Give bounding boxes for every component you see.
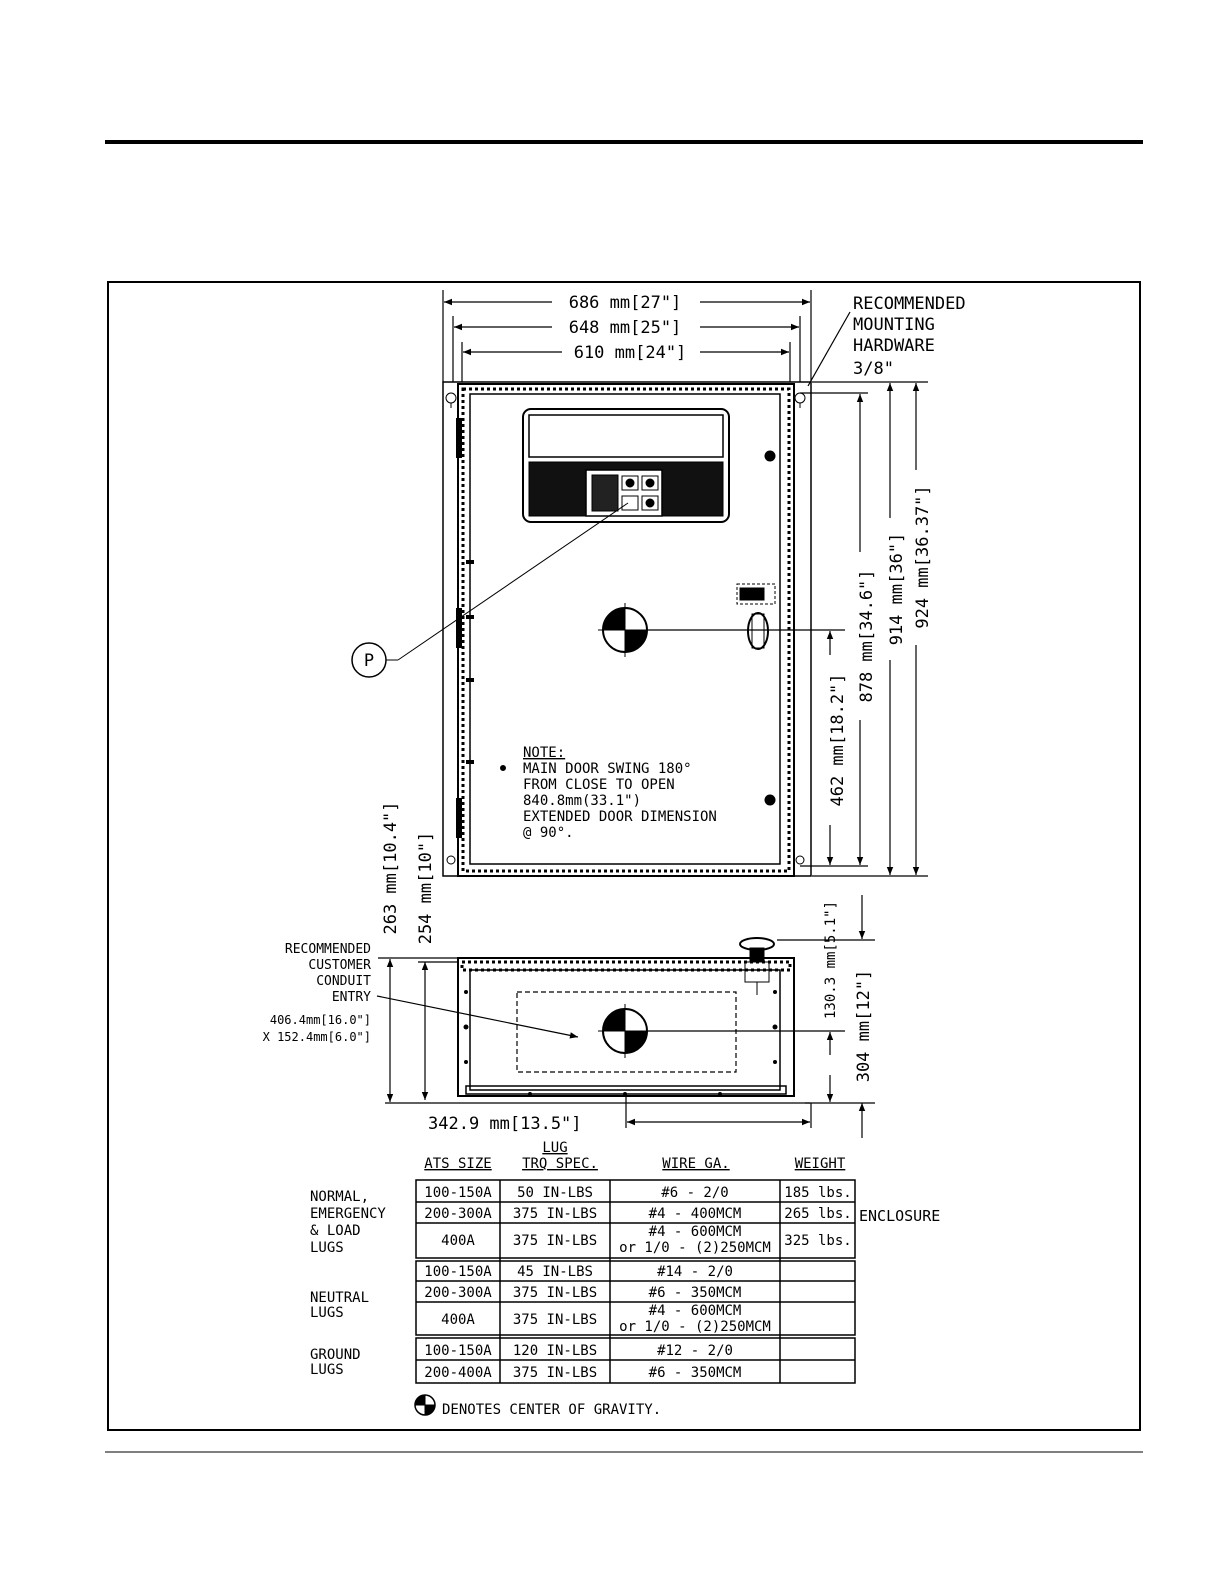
group-label: LUGS (310, 1240, 344, 1256)
conduit-labels (263, 942, 372, 1044)
table-cell: 375 IN-LBS (512, 1365, 598, 1381)
note-line: 840.8mm(33.1") (523, 793, 642, 809)
header-lug: LUG (542, 1140, 568, 1156)
table-cell: #6 - 350MCM (648, 1285, 742, 1301)
dimension-labels (364, 293, 966, 807)
group-label: EMERGENCY (310, 1206, 386, 1222)
table-cell: 375 IN-LBS (512, 1285, 598, 1301)
dim-height-462: 462 mm[18.2"] (828, 673, 848, 807)
table-cell: 100-150A (424, 1343, 492, 1359)
table-cell: 120 IN-LBS (512, 1343, 598, 1359)
table-cell: 200-300A (424, 1285, 492, 1301)
group-label: NEUTRAL (310, 1290, 370, 1306)
group-label: & LOAD (310, 1223, 361, 1239)
note-line: MAIN DOOR SWING 180° (523, 761, 692, 777)
wire-gauge-line: or 1/0 - (2)250MCM (619, 1240, 771, 1256)
table-cell: 100-150A (424, 1264, 492, 1280)
conduit-line: RECOMMENDED (284, 942, 371, 957)
enclosure-label: ENCLOSURE (859, 1207, 941, 1225)
table-cell: 100-150A (424, 1185, 492, 1201)
bottom-dimensions (378, 895, 875, 1138)
table-cell: 375 IN-LBS (512, 1206, 598, 1222)
center-of-gravity-icon (598, 1004, 845, 1058)
callout-p-label: P (363, 651, 375, 671)
dim-height-924: 924 mm[36.37"] (913, 485, 933, 629)
table-cell: 265 lbs. (784, 1206, 852, 1222)
center-of-gravity-icon (415, 1395, 435, 1415)
door-latch-icon (737, 451, 775, 805)
mounting-hardware-line3: HARDWARE (853, 336, 935, 356)
table-cell-wire (619, 1224, 771, 1256)
note-line: EXTENDED DOOR DIMENSION (523, 809, 717, 825)
dim-width-inner: 610 mm[24"] (573, 343, 687, 363)
note-line: FROM CLOSE TO OPEN (523, 777, 675, 793)
legend (415, 1395, 661, 1418)
dim-depth-263: 263 mm[10.4"] (381, 801, 401, 935)
table-cell: 50 IN-LBS (517, 1185, 593, 1201)
note-title: NOTE: (523, 745, 566, 761)
bottom-dimension-labels (381, 801, 874, 1134)
header-ats-size: ATS SIZE (424, 1156, 492, 1172)
center-of-gravity-icon (598, 603, 845, 657)
table-cell-wire (619, 1303, 771, 1335)
table-cell: #6 - 2/0 (661, 1185, 729, 1201)
lug-table (310, 1140, 940, 1383)
conduit-line: CUSTOMER (308, 958, 371, 973)
table-cell: 375 IN-LBS (512, 1233, 598, 1249)
note-line: @ 90°. (523, 825, 574, 841)
header-weight: WEIGHT (794, 1156, 846, 1172)
wire-gauge-line: #4 - 600MCM (648, 1224, 742, 1240)
header-wire: WIRE GA. (662, 1156, 730, 1172)
door-handle-icon (740, 938, 774, 995)
group-label: LUGS (310, 1362, 344, 1378)
table-cell: #4 - 400MCM (648, 1206, 742, 1222)
table-cell: 200-300A (424, 1206, 492, 1222)
dim-height-914: 914 mm[36"] (887, 532, 907, 646)
table-cell: 375 IN-LBS (512, 1312, 598, 1328)
table-cell: #14 - 2/0 (657, 1264, 733, 1280)
table-cell: #12 - 2/0 (657, 1343, 733, 1359)
table-cell: 400A (441, 1233, 475, 1249)
dim-width-outer: 686 mm[27"] (568, 293, 682, 313)
group-label: LUGS (310, 1305, 344, 1321)
group-label: GROUND (310, 1347, 361, 1363)
mounting-hardware-line4: 3/8" (853, 359, 894, 379)
group-label: NORMAL, (310, 1189, 370, 1205)
mounting-hardware-line2: MOUNTING (853, 315, 935, 335)
conduit-size-line: X 152.4mm[6.0"] (262, 1030, 371, 1044)
mounting-hardware-line1: RECOMMENDED (853, 294, 966, 314)
door-note (523, 745, 717, 841)
dim-130: 130.3 mm[5.1"] (823, 900, 839, 1020)
dim-depth-254: 254 mm[10"] (416, 831, 436, 945)
wire-gauge-line: #4 - 600MCM (648, 1303, 742, 1319)
dim-304: 304 mm[12"] (854, 969, 874, 1083)
table-cell: 185 lbs. (784, 1185, 852, 1201)
wire-gauge-line: or 1/0 - (2)250MCM (619, 1319, 771, 1335)
conduit-size-line: 406.4mm[16.0"] (269, 1013, 371, 1027)
table-cell: 325 lbs. (784, 1233, 852, 1249)
table-cell: 200-400A (424, 1365, 492, 1381)
dim-width-mid: 648 mm[25"] (568, 318, 682, 338)
dim-height-878: 878 mm[34.6"] (857, 569, 877, 703)
header-trq: TRQ SPEC. (522, 1156, 598, 1172)
conduit-line: CONDUIT (316, 974, 371, 989)
table-cell: #6 - 350MCM (648, 1365, 742, 1381)
dim-342: 342.9 mm[13.5"] (428, 1114, 582, 1134)
table-cell: 45 IN-LBS (517, 1264, 593, 1280)
table-cell: 400A (441, 1312, 475, 1328)
conduit-line: ENTRY (331, 990, 371, 1005)
legend-text: DENOTES CENTER OF GRAVITY. (442, 1402, 662, 1418)
